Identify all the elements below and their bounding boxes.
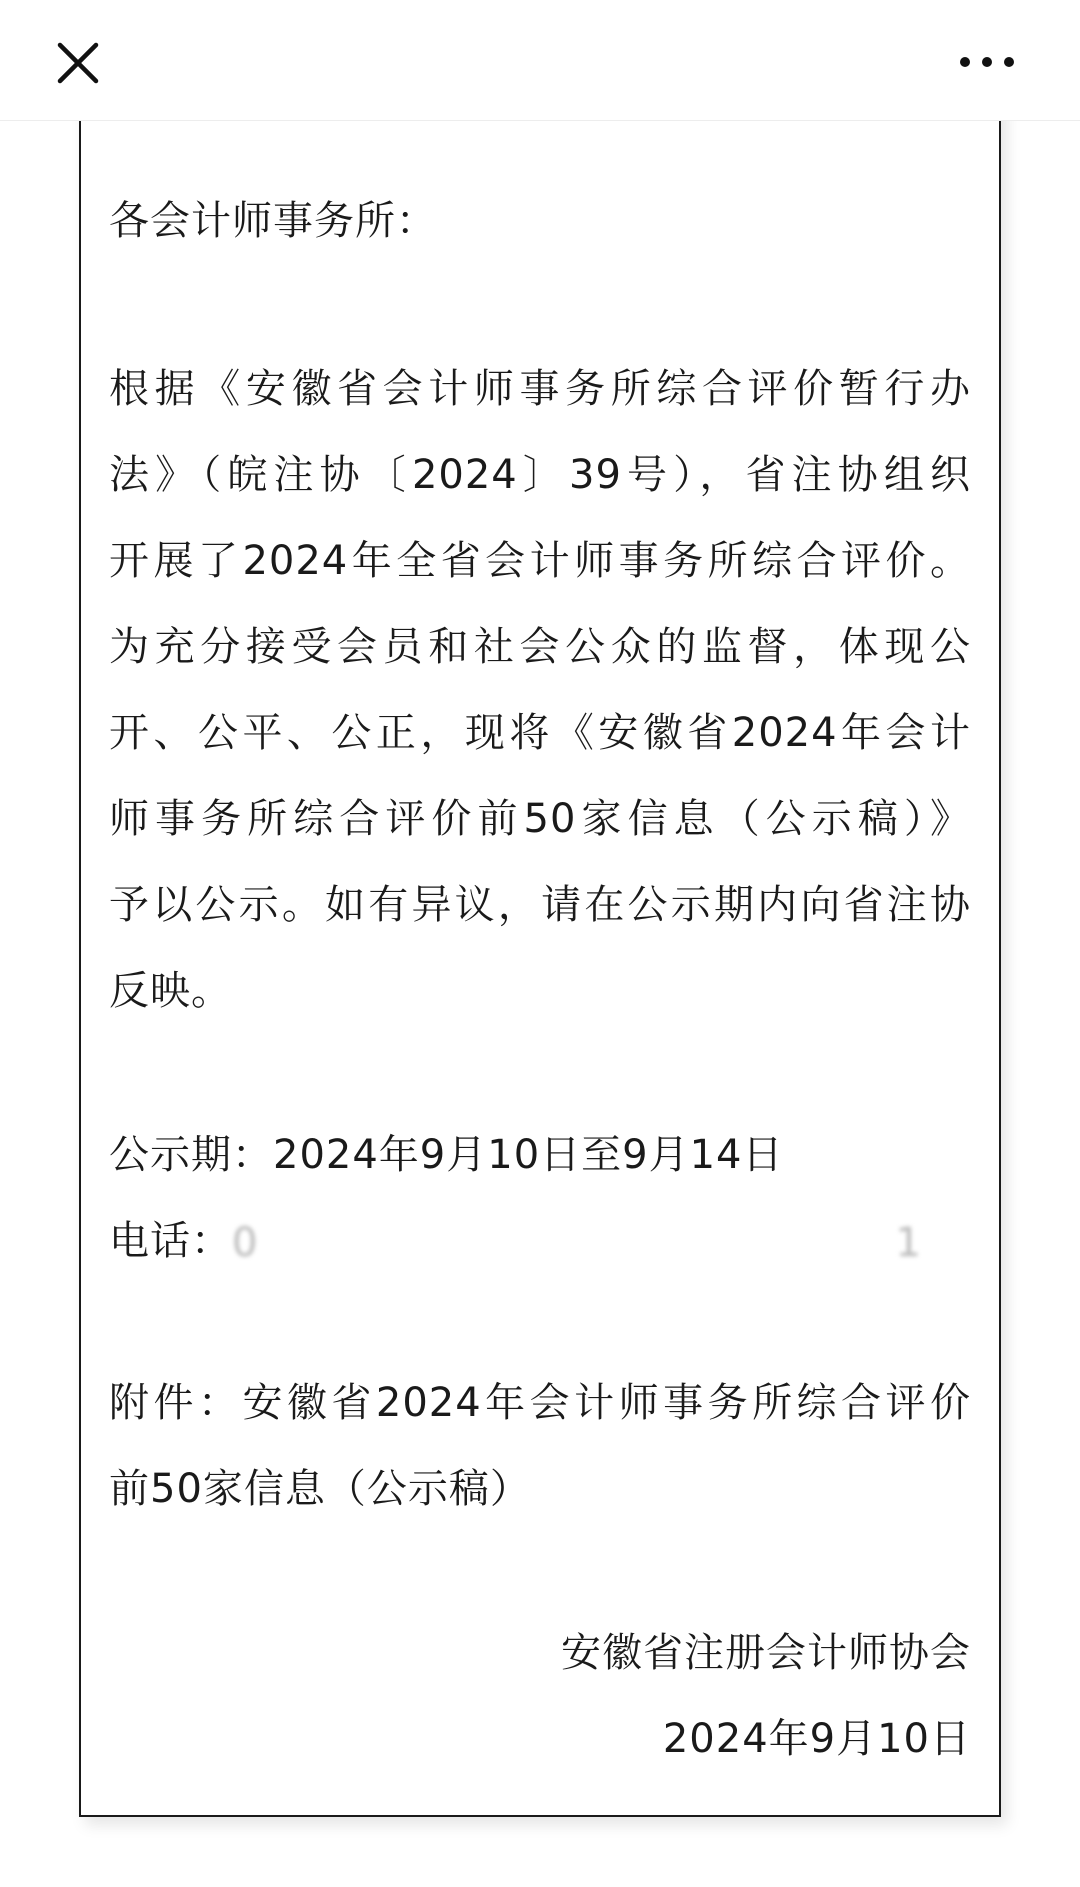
attachment-line: 附件：安徽省2024年会计师事务所综合评价 [109, 1380, 971, 1426]
more-dots-icon [952, 42, 1022, 82]
top-navigation-bar [0, 0, 1080, 121]
attachment-note [109, 1360, 971, 1532]
signature-organization [109, 1610, 971, 1696]
paragraph-line: 法》（皖注协〔2024〕39号），省注协组织 [109, 452, 971, 498]
period-line: 公示期：2024年9月10日至9月14日 [109, 1132, 784, 1178]
more-options-button[interactable] [952, 42, 1022, 82]
signature-org: 安徽省注册会计师协会 [561, 1630, 971, 1676]
paragraph-line: 反映。 [109, 968, 232, 1014]
phone-visible-end: 1 [895, 1220, 922, 1266]
paragraph-line: 开、公平、公正，现将《安徽省2024年会计 [109, 710, 971, 756]
close-icon [50, 35, 106, 91]
signature-date-block [109, 1696, 971, 1782]
main-paragraph [109, 346, 971, 1034]
publicity-period [109, 1112, 971, 1198]
salutation-line: 各会计师事务所： [109, 198, 437, 244]
signature-date: 2024年9月10日 [662, 1716, 971, 1762]
phone-row [109, 1198, 971, 1284]
close-button[interactable] [50, 35, 106, 91]
paragraph-line: 开展了2024年全省会计师事务所综合评价。 [109, 538, 971, 584]
phone-visible-start: 0 [232, 1220, 259, 1266]
paragraph-line: 予以公示。如有异议，请在公示期内向省注协 [109, 882, 971, 928]
phone-number-redacted [232, 1218, 922, 1268]
paragraph-line: 根据《安徽省会计师事务所综合评价暂行办 [109, 366, 971, 412]
salutation [109, 178, 971, 264]
paragraph-line: 师事务所综合评价前50家信息（公示稿）》 [109, 796, 971, 842]
attachment-line: 前50家信息（公示稿） [109, 1466, 531, 1512]
phone-label: 电话： [109, 1218, 232, 1264]
paragraph-line: 为充分接受会员和社会公众的监督，体现公 [109, 624, 971, 670]
